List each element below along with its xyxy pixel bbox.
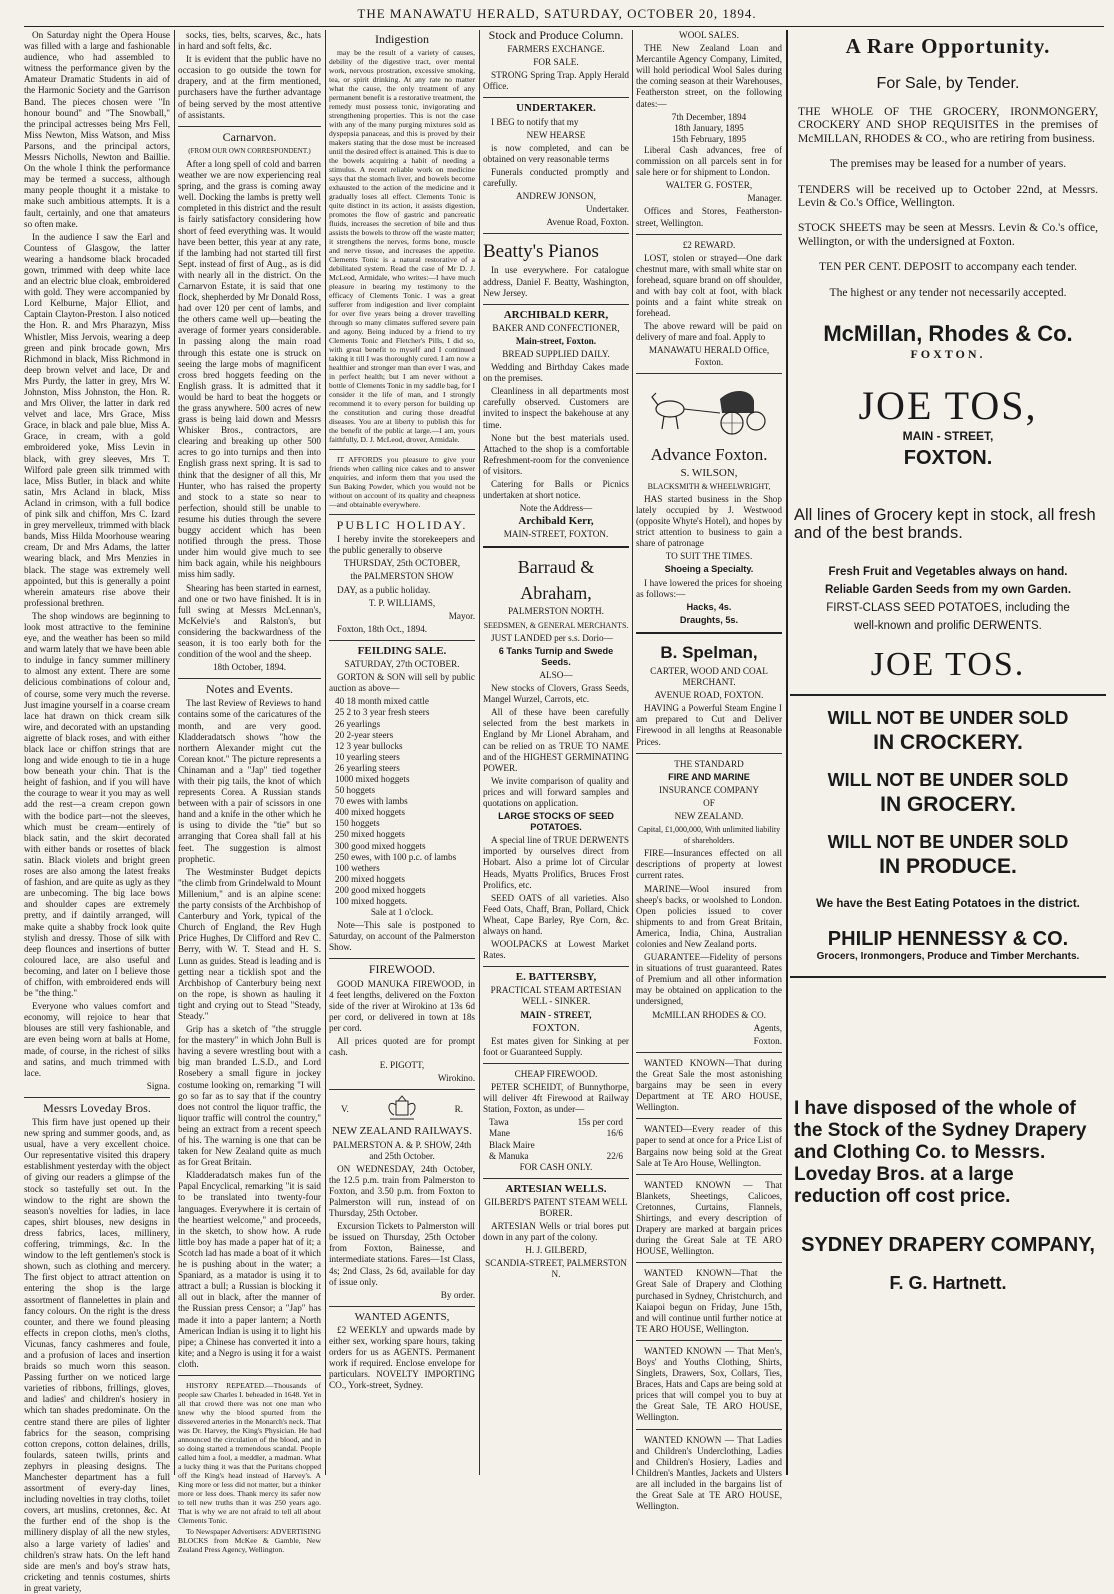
- holiday-signature: T. P. WILLIAMS,: [368, 597, 436, 608]
- kerr-para-3: None but the best materials used. Attached to the shop is a comfortable Refreshment-room for the convenience of visitors.: [483, 432, 629, 476]
- potatoes-para-2: SEED OATS of all varieties. Also Feed Oats, Chaff, Bran, Pollard, Chick Wheat, Cape Barley, Rye Corn, &c. always on hand.: [483, 892, 629, 936]
- insurance-town: Foxton.: [753, 1035, 782, 1046]
- divider: [329, 514, 475, 515]
- heading-stock-produce: Stock and Produce Column.: [488, 28, 624, 42]
- wilson-para: HAS started business in the Shop lately occupied by J. Westwood (opposite Whyte's Hotel), and hopes by strict attention to business to gain a share of patronage: [636, 493, 782, 549]
- article-blouses-para: Everyone who values comfort and economy, will rejoice to hear that blouses are still very fashionable, and are even being worn at balls at Home, made, of course, in the richest of silks and satins, and much trimmed with lace.: [24, 1001, 170, 1078]
- divider: [636, 1052, 782, 1053]
- heading-carnarvon: Carnarvon.: [222, 129, 277, 144]
- barraud-para-4: We invite comparison of quality and prices and will forward samples and quotations on application.: [483, 775, 629, 808]
- heading-joe-tos-2: JOE TOS.: [870, 646, 1026, 684]
- sale-item: 25 2 to 3 year fresh steers: [335, 707, 430, 718]
- sale-item: 20 2-year steers: [335, 729, 394, 740]
- heading-reward: £2 REWARD.: [682, 239, 736, 250]
- sale-item: 50 hoggets: [335, 785, 376, 796]
- undertaker-para-1: I BEG to notify that my: [491, 116, 579, 127]
- article-notes-para-1: The last Review of Reviews to hand contains some of the caricatures of the month, and are very good. Kladderadatsch shows "how the northern Alexander might cut the Corean knot." The picture represents a Chinaman and a "Jap" tied together with their pig tails, the knot of which represents Corea. A Russian stands between with a pair of scissors in one hand and a knife in the other which he is using to divide the "tie" but so arranging that Corea shall fall at his feet. The suggestion is almost prophetic.: [178, 698, 321, 864]
- heading-joe-tos: JOE TOS,: [858, 383, 1038, 429]
- ad-indigestion-para: may be the result of a variety of causes, debility of the digestive tract, over mental work, nervous prostration, excessive smoking, tea, or spirit drinking. At any rate no matter what the cause, the only treatment of any permanent benefit is a restorative treatment, the remedy must possess tonic, invigorating and strengthening properties. This is not the case with any of the many purging mixtures sold as dyspepsia panaceas, and this is proved by their makers stating that the dose must be increased until the desired effect is attained. This is due to the bowels acquiring a habit of needing a stimulus. A recent reliable work on medicine says that the stomach liver, and bowels become exhausted to the action of the medicine and it gradually loses all effect. Clements Tonic is quite distinct in its action, it assists digestion, promotes the flow of gastric and pancreatic fluids, increases the secretion of bile and thus assists the bowels to throw off the waste matter; it strengthens the nerves, forms bone, muscle and nerve tissue, and increases the appetite. Clements Tonic is a natural restorative of a debilitated system. Read the case of Mr D. J. McLeod, Armidale, who writes:—I have much pleasure in bearing my testimony to the efficacy of Clements Tonic. I was a great sufferer from indigestion and liver complaint for over five years being a drover travelling through so many climates suffered severe pain and agony. Being induced by a friend to try Clements Tonic and Fletcher's Pills, I did so, with great benefit to myself and I continued taking it till I was thoroughly cured. I am now a healthier and stronger man than ever I was, and in perfect health; but I am never without a bottle of Clements Tonic in my saddle bag, for I consider it the life of man, and I strongly recommend it to every person for building up the constitution and curing those dreadful diseases. You are at liberty to publish this for the benefit of the public at large.—I am, yours faithfully, D. J. McLeod, drover, Armidale.: [329, 48, 475, 445]
- kerr-trade: BAKER AND CONFECTIONER,: [492, 322, 620, 333]
- divider: [483, 304, 629, 305]
- firewood-place: Wirokino.: [437, 1073, 475, 1084]
- railways-para-1: ON WEDNESDAY, 24th October, the 12.5 p.m. train from Palmerston to Foxton, and 3.50 p.m. from Foxton to Palmerston will run, instead of on Thursday, 25th October.: [329, 1163, 475, 1219]
- divider: [178, 126, 321, 127]
- insurance-agents-label: Agents,: [753, 1022, 782, 1033]
- heading-cheap-firewood: CHEAP FIREWOOD.: [514, 1068, 598, 1079]
- sale-item: 1000 mixed hoggets: [335, 773, 410, 784]
- sydney-drapery-company: SYDNEY DRAPERY COMPANY,: [801, 1234, 1095, 1257]
- divider: [329, 1306, 475, 1307]
- undersold-grocery-line-1: WILL NOT BE UNDER SOLD: [827, 770, 1069, 791]
- divider: [790, 976, 1106, 978]
- firm-mcmillan-rhodes: McMillan, Rhodes & Co.: [823, 321, 1073, 347]
- firewood-price-row: [483, 1128, 629, 1139]
- heading-spelman: B. Spelman,: [660, 642, 758, 662]
- holiday-para-1: I hereby invite the storekeepers and the public generally to observe: [329, 534, 475, 556]
- undertaker-address: Avenue Road, Foxton.: [546, 217, 629, 228]
- divider: [329, 958, 475, 959]
- firewood-type: Black Maire: [489, 1139, 535, 1150]
- insurance-capital: Capital, £1,000,000, With unlimited liability of shareholders.: [637, 825, 781, 846]
- heading-nz-railways: NEW ZEALAND RAILWAYS.: [331, 1125, 473, 1138]
- divider: [636, 1429, 782, 1430]
- wilson-hacks: Hacks, 4s.: [686, 601, 732, 612]
- sale-item: 400 mixed hoggets: [335, 807, 405, 818]
- column-rule: [479, 30, 480, 1475]
- undertaker-title: Undertaker.: [585, 204, 629, 215]
- article-carnarvon-para-2: Shearing has been started in earnest, and one or two have finished. It is in full swing at Messrs McLennan's, McKelvie's and Ralston's, but considering the backwardness of the season, it is too early both for the condition of the wool and the sheep.: [178, 582, 321, 660]
- sale-item: 70 ewes with lambs: [335, 796, 408, 807]
- article-notes-para-3: Grip has a sketch of "the struggle for the mastery" in which John Bull is having a severe wrestling bout with a big man branded L.S.D., and Lord Rosebery a small figure in jockey costume looking on, remarking "I will go so far as to say that if the country does not control the liquor traffic, the liquor traffic will control the country," being an extract from a recent speech of his. The warning is one that can be taken for New Zealand quite as much as for Great Britain.: [178, 1024, 321, 1168]
- heading-notes-events: Notes and Events.: [206, 682, 293, 697]
- heading-firewood: FIREWOOD.: [368, 962, 436, 977]
- holiday-day: DAY, as a public holiday.: [337, 584, 431, 595]
- seed-potatoes-line: FIRST-CLASS SEED POTATOES, including the: [826, 602, 1070, 615]
- heading-undertaker: UNDERTAKER.: [516, 102, 596, 115]
- sale-item: 250 mixed hoggets: [335, 829, 405, 840]
- wool-sale-date: 15th February, 1895: [671, 133, 747, 144]
- undersold-grocery-line-2: IN GROCERY.: [880, 793, 1016, 817]
- railways-order: By order.: [440, 1289, 475, 1300]
- sale-item: 300 good mixed hoggets: [335, 840, 426, 851]
- gilberd-address: SCANDIA-STREET, PALMERSTON N.: [485, 1258, 627, 1280]
- divider: [329, 1089, 475, 1090]
- reward-contact: MANAWATU HERALD Office, Foxton.: [648, 345, 770, 367]
- firewood-para-1: GOOD MANUKA FIREWOOD, in 4 feet lengths, delivered on the Foxton side of the river at Wirokino at 13s 6d per cord, or delivered in town at 18s per cord.: [329, 978, 475, 1033]
- firewood-para-2: All prices quoted are for prompt cash.: [329, 1036, 475, 1058]
- firewood-price: 16/6: [606, 1128, 623, 1139]
- firewood-type: Tawa: [489, 1117, 509, 1128]
- wilson-name: S. WILSON,: [680, 466, 738, 479]
- sale-item: 26 yearlings: [335, 718, 381, 729]
- wool-title: Manager.: [747, 193, 782, 204]
- signature-signa: Signa.: [146, 1080, 170, 1091]
- divider: [636, 1174, 782, 1175]
- tender-para-2: The premises may be leased for a number of years.: [829, 157, 1067, 171]
- divider: [329, 449, 475, 450]
- kerr-para-2: Cleanliness in all departments most carefully observed. Customers are invited to inspect the bakehouse at any time.: [483, 386, 629, 430]
- wilson-times: TO SUIT THE TIMES.: [665, 551, 753, 562]
- kerr-bread: BREAD SUPPLIED DAILY.: [502, 348, 610, 359]
- for-sale-label: FOR SALE.: [533, 57, 579, 68]
- signature-hartnett: F. G. Hartnett.: [889, 1273, 1007, 1294]
- column-4: [483, 30, 629, 1475]
- article-loveday-cont: socks, ties, belts, scarves, &c., hats in hard and soft felts, &c.: [178, 30, 321, 52]
- feilding-sale-date: SATURDAY, 27th OCTOBER.: [344, 659, 460, 670]
- barraud-town: PALMERSTON NORTH.: [508, 606, 604, 617]
- heading-wanted-agents: WANTED AGENTS,: [354, 1310, 450, 1323]
- firm-mcmillan-town: FOXTON.: [910, 347, 986, 362]
- column-3: [329, 30, 475, 1475]
- heading-beattys-pianos: Beatty's Pianos: [483, 241, 599, 263]
- insurance-nz: NEW ZEALAND.: [674, 810, 744, 821]
- divider: [483, 1063, 629, 1064]
- article-loveday-end: It is evident that the public have no occasion to go outside the town for drapery, and at the firm mentioned, purchasers have the further advantage of being served by the most attentive of assistants.: [178, 54, 321, 120]
- article-fashion-para: The shop windows are beginning to look most attractive to the feminine eye, and the weather has been so mild and warm lately that we have been able to indulge in fancy summer millinery to almost any extent. There are some delicious combinations of colour and, of course, some very much the reverse. Just imagine yourself in a coarse cream lace hat drawn on thick cream silk wire, and decorated with an upstanding aigrette of black roses, and with either black lace or chiffon strings that are long and wide enough to tie in a huge bow beneath your chin. That is the height of fashion, and if you will have the courage to wear it you may as well add the rest—a cream crepon gown with the bodice part—not the sleeves, which must be cream—entirely of black satin, and the skirt decorated with either bands or rosettes of black satin. Black violets and bright green roses are also among the latest freaks of fashion, and are quite as ugly as they are unbecoming. The big lace bows and shoulder capes are extremely pretty, and if daintily arranged, will make quite a shabby frock look quite stylish and dressy. Those of silk with deep flounces and insertions of butter coloured lace, are also useful and becoming, and later on I believe those of chiffon, with embroidered ends will be "the thing.": [24, 610, 170, 999]
- column-1: [24, 30, 170, 1593]
- wool-signature: WALTER G. FOSTER,: [665, 180, 753, 191]
- wool-sale-date: 18th January, 1895: [674, 122, 744, 133]
- tender-para-6: The highest or any tender not necessarily accepted.: [829, 285, 1067, 299]
- te-aro-ad-6: WANTED KNOWN — That Ladies and Children's Underclothing, Ladies and Children's Hosiery, Ladies and Children's Mantles, Jackets and Ulsters are all included in the bargains list of the Great Sale at TE ARO HOUSE, Wellington.: [636, 1434, 782, 1512]
- divider: [636, 373, 782, 374]
- heading-fire-marine: FIRE AND MARINE: [668, 771, 750, 782]
- column-2: [178, 30, 321, 1554]
- insurance-company: INSURANCE COMPANY: [659, 784, 759, 795]
- sale-item: 26 yearling steers: [335, 762, 400, 773]
- agents-para: £2 WEEKLY and upwards made by either sex, working spare hours, taking orders for us as AGENTS. Permanent work if required. Enclose envelope for particulars. NOVELTY IMPORTING CO., York-street, Sydney.: [329, 1324, 475, 1391]
- wilson-trade: BLACKSMITH & WHEELWRIGHT,: [647, 481, 771, 491]
- undersold-crockery-line-1: WILL NOT BE UNDER SOLD: [827, 708, 1069, 729]
- wool-sale-date: 7th December, 1894: [671, 111, 747, 122]
- farmers-exchange: FARMERS EXCHANGE.: [507, 44, 605, 55]
- sale-item-list: [329, 696, 475, 907]
- coat-of-arms-icon: [382, 1095, 422, 1123]
- article-notes-para-2: The Westminster Budget depicts "the climb from Grindelwald to Mount Millenium," and is an alpine scene: the party consists of the Archbishop of Canterbury and York, typical of the Church of England, the Rev Hugh Price Hughes, Dr Clifford and Rev C. Berry, with W. T. Stead and H. S. Lunn as guides. Stead is leading and is getting near a ticklish spot and the Archbishop of Canterbury being next on the rope, is shown as hauling it tight and crying out to Stead "Steady, Steady.": [178, 866, 321, 1021]
- sydney-drapery-notice: I have disposed of the whole of the Stock of the Sydney Drapery and Clothing Co. to Messrs. Loveday Bros. at a large reduction off cost price.: [794, 1098, 1087, 1208]
- holiday-dateline: Foxton, 18th Oct., 1894.: [337, 623, 428, 634]
- derwents-line: well-known and prolific DERWENTS.: [854, 620, 1042, 633]
- kerr-note: Note the Address—: [519, 503, 593, 514]
- kerr-para-1: Wedding and Birthday Cakes made on the premises.: [483, 362, 629, 384]
- firewood-type: Mane: [489, 1128, 510, 1139]
- sale-item: 100 wethers: [335, 862, 380, 873]
- firewood-price-row: [483, 1151, 629, 1162]
- firewood-price-row: [483, 1140, 629, 1151]
- wilson-draughts: Draughts, 5s.: [679, 614, 739, 625]
- heading-standard: THE STANDARD: [674, 758, 744, 769]
- gilberd-sub: GILBERD'S PATENT STEAM WELL BORER.: [484, 1196, 628, 1218]
- tender-para-3: TENDERS will be received up to October 22nd, at Messrs. Levin & Co.'s Office, Wellington.: [798, 182, 1098, 210]
- barraud-trade: SEEDSMEN, & GENERAL MERCHANTS.: [483, 620, 629, 630]
- article-carnarvon-para-1: After a long spell of cold and barren weather we are now experiencing real spring, and the grass is coming away well. Docking the lambs is pretty well completed in this district and the result is fairly satisfactory considering how short of feed everything was. It would have been better, this year at any rate, if the lambing had not started till first Sept. instead of first of Aug., as is did with nearly all in the district. On the Carnarvon Estate, it is said that one flock, shepherded by Mr Donald Ross, had over 120 per cent of lambs, and the others came well up—beating the average of former years considerable. In passing along the main road through this estate one is struck on seeing the large mobs of magnificent cross bred hoggets feeding on the English grass. It is admitted that it would be hard to beat the hoggets or the grass anywhere. 500 acres of new grass is being laid down and Messrs Whisker Bros., contractors, are clearing and breaking up other 500 acres to go into turnips and then into English grass next spring. It is sad to think that the designer of all this, Mr Hunter, who has raised the property and stock to a state so near to perfection, should still be unable to resume his duties through the severe buggy accident which has been notified through the press. Those under him would give much to see him back again, while his neighbours miss him sadly.: [178, 158, 321, 580]
- crest-letter-v: V.: [341, 1103, 349, 1114]
- divider: [636, 234, 782, 235]
- ad-advertising-blocks: To Newspaper Advertisers: ADVERTISING BLOCKS from McKee & Gamble, New Zealand Press Agency, Wellington.: [178, 1526, 321, 1554]
- barraud-seeds: 6 Tanks Turnip and Swede Seeds.: [498, 645, 614, 667]
- undertaker-hearse: NEW HEARSE: [526, 129, 586, 140]
- article-opera-para-2: In the audience I saw the Earl and Countess of Glasgow, the latter wearing a handsome black brocaded gown, trimmed with deep white lace and an electric blue cloak, embroidered with gold. They were accompanied by Lord Kelburne, Major Elliot, and Captain Clayton-Preston. I also noticed the Hon. R. and Mrs Pharazyn, Miss Whistler, Miss Jervois, wearing a deep green and pink brocade gown, Mrs Richmond in black, Miss Richmond in deep brown velvet and lace, Dr and Mrs Purdy, the latter in grey, Mrs W. Johnston, Miss Johnston, the Hon. R. and Mrs Oliver, the latter in dark red velvet and lace, Mrs Grace, Miss Grace, in black and pale blue, Miss A. Grace, in cream, with a gold embroidered yoke, Miss Levin in black, with grey sleeves, Mrs T. Wilford pale green silk trimmed with lace, Miss Butler, in black and white satin, Mrs Acland in black, Miss Acland in crimson, with a full bodice of pink silk and chiffon, Mrs C. Izard in grey mervelleux, trimmed with black bands, Miss Hilda Moorhouse wearing cream, Dr and Mrs Adams, the latter wearing black, and Mrs Menzies in black. The stage was extremely well appointed, but this is generally a point wherein amateurs rise above their professional brethren.: [24, 231, 170, 608]
- kerr-address: MAIN-STREET, FOXTON.: [503, 529, 609, 540]
- reward-para-2: The above reward will be paid on delivery of mare and foal. Apply to: [636, 321, 782, 343]
- undersold-produce-line-2: IN PRODUCE.: [879, 855, 1017, 879]
- tender-para-5: TEN PER CENT. DEPOSIT to accompany each tender.: [818, 260, 1078, 274]
- divider: [483, 546, 629, 548]
- undersold-crockery-line-2: IN CROCKERY.: [873, 731, 1023, 755]
- battersby-town: FOXTON.: [532, 1021, 580, 1034]
- firewood-price: 22/6: [606, 1150, 623, 1161]
- sale-item: 250 ewes, with 100 p.c. of lambs: [335, 851, 457, 862]
- railways-para-2: Excursion Tickets to Palmerston will be issued on Thursday, 25th October from Foxton, Bainesse, and intermediate stations. Fares—1st Class, 4s; 2nd Class, 2s 6d, available for day of issue only.: [329, 1221, 475, 1287]
- article-carnarvon-date: 18th October, 1894.: [212, 662, 287, 673]
- undertaker-para-2: is now completed, and can be obtained on very reasonable terms: [483, 142, 629, 164]
- heading-for-sale-tender: For Sale, by Tender.: [876, 75, 1020, 92]
- firm-hennessy-trade: Grocers, Ironmongers, Produce and Timber Merchants.: [816, 951, 1080, 963]
- insurance-of: OF: [703, 797, 715, 808]
- wool-para-2: Liberal Cash advances, free of commission on all parcels sent in for sale here or for shipment to London.: [636, 144, 782, 178]
- wool-date-list: [636, 112, 782, 145]
- insurance-guarantee: GUARANTEE—Fidelity of persons in situations of trust guaranteed. Rates of Premium and all other information may be obtained on application to the undersigned,: [636, 952, 782, 1007]
- joe-tos-town: FOXTON.: [903, 447, 993, 470]
- divider: [178, 1375, 321, 1376]
- holiday-show: the PALMERSTON SHOW: [350, 571, 454, 582]
- spelman-para: HAVING a Powerful Steam Engine I am prepared to Cut and Deliver Firewood in all lengths at Reasonable Prices.: [636, 703, 782, 747]
- holiday-mayor: Mayor.: [448, 610, 475, 621]
- kerr-para-4: Catering for Balls or Picnics undertaken at short notice.: [483, 479, 629, 501]
- sale-item: 100 mixed hoggets.: [335, 896, 408, 906]
- fresh-fruit-line: Fresh Fruit and Vegetables always on hand.: [828, 566, 1068, 579]
- column-rule: [174, 30, 175, 1475]
- firewood-price: 15s per cord: [577, 1117, 623, 1128]
- sale-item: 200 mixed hoggets: [335, 873, 405, 884]
- gilberd-name: H. J. GILBERD,: [525, 1245, 587, 1256]
- barraud-also: ALSO—: [539, 669, 573, 680]
- divider: [178, 678, 321, 679]
- firewood-price-list: [483, 1117, 629, 1161]
- te-aro-ad-4: WANTED KNOWN—That the Great Sale of Drapery and Clothing purchased in Sydney, Christchurch, and Kaiapoi begun on Friday, June 15th, and will continue until further notice at TE ARO HOUSE, Wellington.: [636, 1268, 782, 1334]
- masthead: THE MANAWATU HERALD, SATURDAY, OCTOBER 20, 1894.: [357, 6, 757, 21]
- heading-archibald-kerr: ARCHIBALD KERR,: [503, 308, 609, 321]
- spelman-trade: CARTER, WOOD AND COAL MERCHANT.: [650, 665, 768, 688]
- battersby-trade: PRACTICAL STEAM ARTESIAN WELL - SINKER.: [490, 985, 622, 1007]
- divider: [483, 233, 629, 234]
- divider: [483, 966, 629, 967]
- railways-sub: PALMERSTON A. & P. SHOW, 24th and 25th October.: [332, 1139, 472, 1161]
- royal-crest: [329, 1095, 475, 1123]
- barraud-para-3: All of these have been carefully selected from the best markets in England by Mr Lionel Abraham, and can be relied on as TRUE TO NAME and of the HIGHEST GERMINATING POWER.: [483, 707, 629, 773]
- te-aro-ad-2: WANTED—Every reader of this paper to send at once for a Price List of Bargains now being sold at the Great Sale at Te Aro House, Wellington.: [636, 1124, 782, 1168]
- undersold-produce-line-1: WILL NOT BE UNDER SOLD: [827, 832, 1069, 853]
- best-potatoes-line: We have the Best Eating Potatoes in the district.: [816, 898, 1080, 911]
- sale-item: 12 3 year bullocks: [335, 740, 403, 751]
- te-aro-ad-3: WANTED KNOWN — That Blankets, Sheetings, Calicoes, Cretonnes, Curtains, Flannels, Shirtings, and every description of Drapery are marked at bargain prices during the Great Sale at TE ARO HOUSE, Wellington.: [636, 1179, 782, 1257]
- article-opera-para-1: On Saturday night the Opera House was filled with a large and fashionable audience, who had assembled to witness the performance given by the Amateur Dramatic Students in aid of the Harmonic Society and the Garrison Band. The pieces chosen were "In honour bound" and "The Snowball," the principal actresses being Mrs Fell, Miss Newton, Miss Watson, and Miss Parsons, and the principal actors, Messrs Nicholls, Newton and Baillie. On the whole I think the performance may be termed a success, although many people thought it a mistake to make such ambitious attempts. It is a fault, certainly, and one that amateurs so often make.: [24, 30, 170, 229]
- heading-loveday-bros: Messrs Loveday Bros.: [43, 1100, 151, 1115]
- heading-barraud-abraham: Barraud & Abraham,: [517, 557, 595, 604]
- divider: [329, 640, 475, 641]
- heading-seed-potatoes: LARGE STOCKS OF SEED POTATOES.: [498, 811, 614, 833]
- battersby-street: MAIN - STREET,: [520, 1009, 592, 1020]
- divider: [636, 753, 782, 754]
- divider: [790, 694, 1106, 696]
- scheidt-para: PETER SCHEIDT, of Bunnythorpe, will deliver 4ft Firewood at Railway Station, Foxton, as under—: [483, 1082, 629, 1115]
- holiday-date: THURSDAY, 25th OCTOBER,: [343, 558, 461, 569]
- wool-para-1: THE New Zealand Loan and Mercantile Agency Company, Limited, will hold periodical Wool Sales during the coming season at their Warehouses, Featherston street, on the following dates:—: [636, 43, 782, 109]
- barraud-para-1: JUST LANDED per s.s. Dorio—: [491, 632, 613, 643]
- battersby-para: Est mates given for Sinking at per foot or Guaranteed Supply.: [483, 1035, 629, 1057]
- article-notes-para-4: Kladderadatsch makes fun of the Papal Encyclical, remarking "it is said to be translated into twenty-four languages. Everywhere it is certain of the heartiest welcome," and proceeds, in the sketch, to show how. A rude little boy has made a paper hat of it; a Scotch lad has made a boat of it which he is pushing about in the water; a Spaniard, as a matador is using it to attract a bull; a Russian is blocking it all out in black, after the manner of the Russian press Censor; a "Jap" has made it into a paper lantern; a North American Indian is using it to light his pipe; a Chinese has converted it into a kite; and a Negro is using it for a waist cloth.: [178, 1170, 321, 1369]
- firewood-signature: E. PIGOTT,: [379, 1060, 425, 1071]
- column-5: [636, 30, 782, 1512]
- heading-battersby: E. BATTERSBY,: [515, 971, 597, 984]
- barraud-para-2: New stocks of Clovers, Grass Seeds, Mangel Wurzel, Carrots, etc.: [483, 683, 629, 705]
- joe-tos-street: MAIN - STREET,: [902, 429, 994, 444]
- divider: [636, 632, 782, 634]
- heading-rare-opportunity: A Rare Opportunity.: [845, 34, 1051, 58]
- ad-baking-powder: IT AFFORDS you pleasure to give your friends when calling nice cakes and to answer enquiries, and inform them that you used the Sun Baking Powder, which you would not be without on account of its quality and cheapness—and obtainable everywhere.: [329, 455, 475, 510]
- right-advert-column: [790, 30, 1106, 1475]
- crest-letter-r: R.: [454, 1103, 463, 1114]
- wilson-shoeing: Shoeing a Specialty.: [664, 564, 754, 575]
- potatoes-para-3: WOOLPACKS at Lowest Market Rates.: [483, 939, 629, 961]
- heading-feilding-sale: FEILDING SALE.: [357, 644, 447, 657]
- gilberd-para: ARTESIAN Wells or trial bores put down in any part of the colony.: [483, 1221, 629, 1243]
- horse-carriage-icon: [636, 379, 782, 439]
- tender-para-4: STOCK SHEETS may be seen at Messrs. Levin & Co.'s office, Wellington, or with the undersigned at Foxton.: [798, 221, 1098, 248]
- kerr-street: Main-street, Foxton.: [515, 335, 597, 346]
- tender-para-1: THE WHOLE OF THE GROCERY, IRONMONGERY, CROCKERY AND SHOP REQUISITES in the premises of McMILLAN, RHODES & CO., who are retiring from business.: [798, 105, 1098, 145]
- heading-artesian-wells: ARTESIAN WELLS.: [505, 1182, 607, 1195]
- reward-para-1: LOST, stolen or strayed—One dark chestnut mare, with small white star on forehead, square brand on off shoulder, and with bay colt at foot, with black points and a faint white streak on forehead.: [636, 252, 782, 319]
- ad-history-repeated: HISTORY REPEATED.—Thousands of people saw Charles I. beheaded in 1648. Yet in all that crowd there was not one man who knew why the blood spurted from the dissevered arteries in the Monarch's neck. That was Dr. Harvey, the King's Physician. He had announced the circulation of the blood, and in so doing started a tremendous scandal. People called him a fool, a meddler, a madman. What a lucky thing it was that the Puritans chopped off the King's head instead of Harvey's. A King more or less did not matter, but a thinker more or less does. Thank mercy its safer now to tell new truths than it was 250 years ago. That is why we are not afraid to tell all about Clements Tonic.: [178, 1380, 321, 1525]
- heading-wool-sales: WOOL SALES.: [679, 30, 739, 40]
- top-rule: [24, 26, 1104, 27]
- firm-philip-hennessy: PHILIP HENNESSY & CO.: [827, 928, 1069, 951]
- firewood-price-row: [483, 1117, 629, 1128]
- firewood-type: & Manuka: [489, 1150, 529, 1161]
- spring-trap-ad: STRONG Spring Trap. Apply Herald Office.: [483, 70, 629, 92]
- divider: [483, 97, 629, 98]
- feilding-sale-intro: GORTON & SON will sell by public auction as above—: [329, 672, 475, 694]
- heading-indigestion: Indigestion: [375, 32, 429, 46]
- heading-public-holiday: PUBLIC HOLIDAY.: [336, 518, 468, 533]
- sale-time: Sale at 1 o'clock.: [370, 907, 434, 918]
- insurance-fire: FIRE—Insurances effected on all descriptions of property at lowest current rates.: [636, 848, 782, 881]
- te-aro-ad-5: WANTED KNOWN — That Men's, Boys' and Youths Clothing, Shirts, Singlets, Drawers, Sox, Collars, Ties, Braces, Hats and Caps are being sold at prices that will compel you to buy at the Great Sale, TE ARO HOUSE, Wellington.: [636, 1345, 782, 1423]
- divider: [636, 1262, 782, 1263]
- column-rule: [786, 30, 788, 1475]
- undertaker-name: ANDREW JONSON,: [516, 191, 596, 202]
- garden-seeds-line: Reliable Garden Seeds from my own Garden.: [824, 584, 1072, 597]
- cash-only: FOR CASH ONLY.: [519, 1161, 593, 1172]
- article-loveday-para: This firm have just opened up their new spring and summer goods, and, as usual, have a very excellent choice. Our representative visited this drapery establishment yesterday with the object of giving our readers a glimpse of the stock so tastefully set out. In the window to the right are shown the season's novelties for ladies, in lace capes, shirt blouses, new designs in dress fabrics, laces, millinery, coffering, trimmings, &c. In the window to the left gentlemen's stock is shown, such as clothing and mercery. The first object to attract attention on entering the shop is the large assortment of flannelettes in plain and fancy colours. On the right is the dress counter, and there we found pleasing effects in crepon cloths, men's cloths, Vicunas, fancy cashmeres and foule, and a profusion of laces and insertion braids so much worn this season. Passing further on we noticed large varieties of ribbons, frillings, gloves, and ladies' and children's hosiery in which tan shades predominate. On the centre stand there are piles of lighter fabrics for the season, comprising cotton crepons, cotton delaines, drills, foulards, sateen twills, prints and zephyrs in pleasing designs. The Manchester department has a full assortment of every-day lines, including novelties in tray cloths, toilet covers, art muslins, cretonnes, &c. At the further end of the shop is the millinery display of all the new styles, also a large variety of ladies' and children's straw hats. On the left hand side are men's and boy's straw hats, cricketing and tennis costumes, shirts in great variety,: [24, 1117, 170, 1593]
- sale-item: 150 hoggets: [335, 818, 380, 829]
- heading-advance-foxton: Advance Foxton.: [650, 444, 768, 464]
- undertaker-para-3: Funerals conducted promptly and carefully.: [483, 166, 629, 189]
- sale-item: 10 yearling steers: [335, 751, 400, 762]
- column-rule: [632, 30, 633, 1475]
- insurance-marine: MARINE—Wool insured from sheep's backs, or woolshed to London. Open policies issued to cover shipments to and from Great Britain, America, India, China, Australian colonies and New Zealand ports.: [636, 883, 782, 949]
- pianos-para: In use everywhere. For catalogue address, Daniel F. Beatty, Washington, New Jersey.: [483, 265, 629, 298]
- grocery-slogan: All lines of Grocery kept in stock, all fresh and of the best brands.: [794, 506, 1096, 543]
- sale-item: 40 18 month mixed cattle: [335, 696, 429, 707]
- insurance-agents: McMILLAN RHODES & CO.: [652, 1009, 766, 1020]
- sale-note: Note—This sale is postponed to Saturday, on account of the Palmerston Show.: [329, 920, 475, 953]
- correspondent-note: (FROM OUR OWN CORRESPONDENT.): [188, 146, 311, 155]
- wilson-prices-intro: I have lowered the prices for shoeing as follows:—: [636, 577, 782, 599]
- column-rule: [325, 30, 326, 1475]
- divider: [636, 1340, 782, 1341]
- divider: [483, 1178, 629, 1179]
- kerr-signature: Archibald Kerr,: [518, 515, 594, 528]
- te-aro-ad-1: WANTED KNOWN—That during the Great Sale the most astonishing bargains may be seen in every Department at TE ARO HOUSE, Wellington.: [636, 1057, 782, 1113]
- wool-address: Offices and Stores, Featherston-street, Wellington.: [636, 206, 782, 228]
- divider: [24, 1097, 170, 1098]
- potatoes-para-1: A special line of TRUE DERWENTS imported by ourselves direct from Hobart. Also a prime lot of Circular Heads, Myatts Prolifics, Bruces Frost Prolifics, etc.: [483, 835, 629, 890]
- divider: [636, 1118, 782, 1119]
- sale-item: 200 good mixed hoggets: [335, 884, 426, 895]
- spelman-address: AVENUE ROAD, FOXTON.: [654, 690, 764, 701]
